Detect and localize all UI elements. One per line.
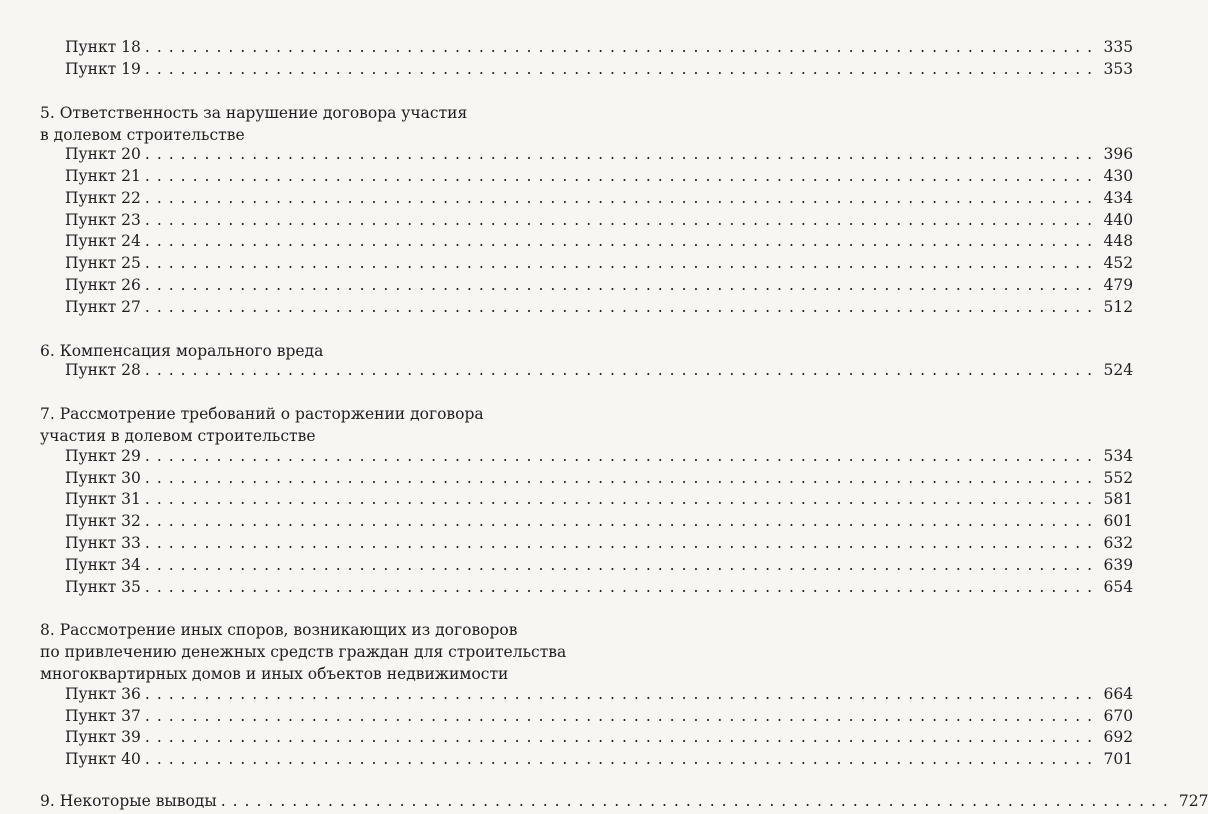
dot-leader: ................................................................................ [144, 468, 1100, 487]
section-heading [40, 102, 560, 146]
dot-leader: ................................................................................ [144, 232, 1100, 251]
toc-entry [65, 167, 1134, 189]
toc-entry [65, 188, 1134, 211]
dot-leader: ................................................................................ [144, 188, 1100, 207]
page-number: 452 [1103, 254, 1134, 273]
entry-label: Пункт 22 [65, 188, 141, 207]
section-heading-line: по привлечению денежных средств граждан для строительства [40, 643, 567, 662]
dot-leader: ................................................................................ [144, 361, 1100, 380]
entry-label: Пункт 28 [65, 361, 141, 380]
dot-leader: ................................................................................ [144, 276, 1100, 294]
section-heading [40, 340, 560, 362]
page-number: 552 [1103, 468, 1134, 487]
toc-entry [65, 145, 1134, 167]
toc-entry [65, 512, 1134, 534]
entry-label: Пункт 32 [65, 512, 141, 531]
toc-entry [65, 446, 1134, 469]
page-number: 534 [1103, 446, 1134, 465]
section-heading [40, 619, 567, 685]
entry-label: Пункт 29 [65, 446, 141, 465]
entry-label: Пункт 31 [65, 490, 141, 509]
dot-leader: ................................................................................ [144, 577, 1100, 596]
page-number: 664 [1103, 684, 1134, 703]
section-heading-line: участия в долевом строительстве [40, 427, 316, 446]
section-heading-line: многоквартирных домов и иных объектов недвижимости [40, 665, 509, 684]
dot-leader: ................................................................................ [144, 728, 1100, 747]
entry-label: Пункт 25 [65, 254, 141, 273]
entry-label: Пункт 34 [65, 555, 141, 574]
page-number: 581 [1103, 490, 1134, 509]
toc-entry [65, 297, 1134, 320]
page-number: 701 [1103, 750, 1134, 769]
entry-label: Пункт 26 [65, 276, 141, 294]
page-number: 448 [1103, 232, 1134, 251]
dot-leader: ................................................................................ [144, 706, 1100, 725]
dot-leader: ................................................................................ [144, 145, 1100, 164]
toc-entry [65, 254, 1134, 276]
page-number: 440 [1103, 210, 1134, 229]
toc-entry [65, 684, 1134, 707]
page-number: 654 [1103, 577, 1134, 596]
toc-entry [65, 490, 1134, 512]
page-number: 479 [1103, 276, 1134, 294]
page-number: 335 [1103, 38, 1134, 56]
entry-label: Пункт 40 [65, 750, 141, 769]
section-heading-line: 8. Рассмотрение иных споров, возникающих из договоров [40, 621, 518, 640]
dot-leader: ................................................................................ [144, 534, 1100, 552]
toc-entry [65, 728, 1134, 750]
dot-leader: ................................................................................ [144, 167, 1100, 185]
dot-leader: ................................................................................ [220, 792, 1175, 810]
page-number: 430 [1103, 167, 1134, 185]
section-heading-line: в долевом строительстве [40, 125, 245, 144]
dot-leader: ................................................................................ [144, 446, 1100, 465]
page-number: 512 [1103, 297, 1134, 316]
dot-leader: ................................................................................ [144, 297, 1100, 316]
page-number: 632 [1103, 534, 1134, 552]
entry-label: Пункт 36 [65, 684, 141, 703]
toc-entry [65, 361, 1134, 383]
page-number: 727 [1178, 792, 1208, 810]
toc-entry [65, 750, 1134, 772]
entry-label: Пункт 20 [65, 145, 141, 164]
page-number: 524 [1103, 361, 1134, 380]
entry-label: Пункт 27 [65, 297, 141, 316]
page-number: 396 [1103, 145, 1134, 164]
toc-entry [65, 276, 1134, 298]
dot-leader: ................................................................................ [144, 750, 1100, 769]
entry-label: Пункт 39 [65, 728, 141, 747]
page-number: 670 [1103, 706, 1134, 725]
dot-leader: ................................................................................ [144, 210, 1100, 229]
entry-label: Пункт 23 [65, 210, 141, 229]
toc-entry [65, 210, 1134, 233]
toc-entry [65, 232, 1134, 254]
entry-label: Пункт 33 [65, 534, 141, 552]
toc-entry [65, 577, 1134, 600]
dot-leader: ................................................................................ [144, 38, 1100, 56]
page-number: 639 [1103, 555, 1134, 574]
page-number: 601 [1103, 512, 1134, 531]
section-heading [40, 403, 560, 447]
entry-label: Пункт 24 [65, 232, 141, 251]
section-heading-final [40, 792, 1208, 814]
dot-leader: ................................................................................ [144, 512, 1100, 531]
entry-label: Пункт 30 [65, 468, 141, 487]
toc-entry [65, 59, 1134, 82]
dot-leader: ................................................................................ [144, 490, 1100, 509]
section-heading-line: 5. Ответственность за нарушение договора участия [40, 103, 468, 122]
section-heading-line: 7. Рассмотрение требований о расторжении договора [40, 405, 484, 424]
dot-leader: ................................................................................ [144, 684, 1100, 703]
entry-label: 9. Некоторые выводы [40, 792, 217, 810]
entry-label: Пункт 18 [65, 38, 141, 56]
entry-label: Пункт 21 [65, 167, 141, 185]
page-number: 692 [1103, 728, 1134, 747]
entry-label: Пункт 19 [65, 59, 141, 78]
page-number: 434 [1103, 188, 1134, 207]
entry-label: Пункт 35 [65, 577, 141, 596]
toc-entry [65, 534, 1134, 556]
toc-entry [65, 555, 1134, 578]
entry-label: Пункт 37 [65, 706, 141, 725]
toc-entry [65, 468, 1134, 491]
toc-entry [65, 706, 1134, 729]
dot-leader: ................................................................................ [144, 555, 1100, 574]
toc-entry [65, 38, 1134, 60]
page-number: 353 [1103, 59, 1134, 78]
section-heading-line: 6. Компенсация морального вреда [40, 341, 324, 360]
dot-leader: ................................................................................ [144, 254, 1100, 273]
dot-leader: ................................................................................ [144, 59, 1100, 78]
